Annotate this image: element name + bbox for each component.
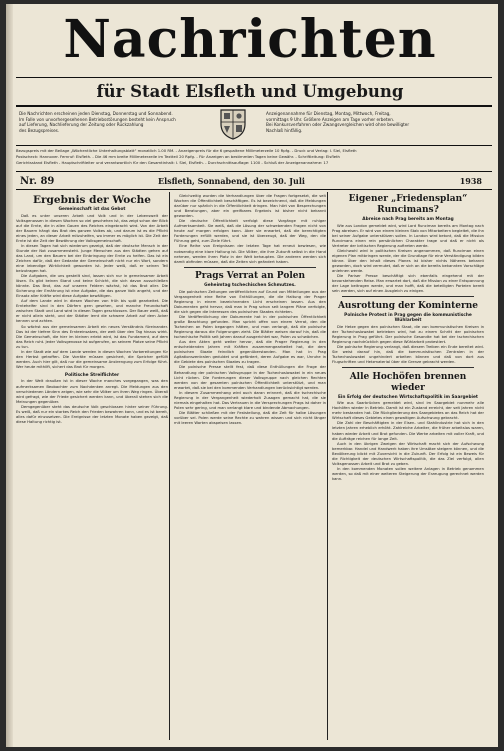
paragraph: Die Pariser Presse beschäftigt sich ebenfalls eingehend mit der bevorstehenden Reise. Man erwartet dort, daß die Mission zu einer Entspannung der Lage beitragen werde, und man hofft, daß die beteiligten Parteien bereit sein werden, sich auf einen Ausgleich zu einigen.	[332, 273, 484, 294]
article-body	[174, 194, 326, 265]
article-body	[332, 224, 484, 295]
paragraph: Die Hetze gegen den polnischen Staat, die von kommunistischen Kreisen in der Tschechoslowakei betrieben wird, hat zu einem Schritt der polnischen Regierung in Prag geführt. Der polnische Gesandte hat bei der tschechischen Regierung nachdrücklich gegen diese Wühlarbeit protestiert.	[332, 324, 484, 344]
paragraph: In den kommenden Monaten sollen weitere Anlagen in Betrieb genommen werden, so daß mit einer weiteren Steigerung der Erzeugung gerechnet werden kann.	[332, 466, 484, 481]
place-date: Elsfleth, Sonnabend, den 30. Juli	[158, 176, 305, 186]
info-line: des Bezugspreises.	[19, 127, 60, 133]
publication-info-right	[266, 111, 409, 133]
paragraph: Gleichwohl wird in politischen Kreisen angenommen, daß Runciman einen eigenen Plan mitbringen werde, der die Grundlage für eine Verständigung bilden könne. Über den Inhalt dieses Planes ist bisher nichts Näheres bekannt geworden, doch wird vermutet, daß er sich an die bereits bekannten Vorschläge anlehnen werde.	[332, 248, 484, 273]
info-line: vormittags 9 Uhr. Größere Anzeigen am Tage vorher erbeten.	[266, 116, 395, 122]
info-line: auf Lieferung, Nachlieferung der Zeitung oder Rückzahlung	[19, 122, 144, 128]
article-subheading: Ein Erfolg der deutschen Wirtschaftspolitik im Saargebiet	[338, 394, 478, 400]
paragraph: Aus den Akten geht weiter hervor, daß die Prager Regierung in den entscheidenden Jahren mit Kräften zusammengearbeitet hat, die dem polnischen Staate feindlich gegenüberstanden. Man hat in Prag Agitationszentralen geduldet und gefördert, deren Aufgabe es war, Unruhe in die Gebiete des polnischen Staates zu tragen.	[174, 340, 326, 365]
article-separator	[342, 296, 474, 297]
paragraph: In der Stadt wie auf dem Lande werden in diesen Wochen Vorbereitungen für den Herbst getroffen. Die Vorräte müssen gesichert, die Speicher gefüllt werden. Auch hier gilt, daß nur die gemeinsame Anstrengung zum Erfolge führt. Wer heute mithilft, sichert das Brot für morgen.	[16, 349, 168, 369]
article-subheading: Polnische Protest in Prag gegen die kommunistische Wühlarbeit	[344, 312, 472, 324]
column-1	[16, 194, 168, 739]
article-heading: Alle Hochöfen brennen wieder	[349, 371, 467, 393]
paragraph: Die polnischen Zeitungen veröffentlichen auf Grund von Mitteilungen aus der Vergangenheit eine Reihe von Enthüllungen, die die Haltung der Prager Regierung in einem bezeichnenden Licht erscheinen lassen. Aus den Dokumenten geht hervor, daß man in Prag schon seit langem Pläne verfolgte, die sich gegen die Interessen des polnischen Staates richteten.	[174, 289, 326, 314]
coat-of-arms-icon	[219, 108, 247, 140]
masthead-rule	[16, 77, 492, 78]
article-body	[332, 325, 484, 365]
paragraph: Die Blätter schließen mit der Feststellung, daß die Zeit für halbe Lösungen vorüber sei. Polen werde seine Rechte zu wahren wissen und sich nicht länger mit leeren Worten abspeisen lassen.	[174, 410, 326, 425]
paragraph: Auf dem Lande wird in diesen Wochen von früh bis spät gearbeitet. Die Erntehelfer sind in den Dörfern gern gesehen, und manche Freundschaft zwischen Stadt und Land wird in diesen Tagen geschlossen. Der Bauer weiß, daß er nicht allein steht, und der Städter lernt die schwere Arbeit auf dem Acker kennen und achten.	[16, 299, 168, 324]
paragraph: Wie aus Saarbrücken gemeldet wird, sind im Saargebiet nunmehr alle Hochöfen wieder in Betrieb. Damit ist ein Zustand erreicht, der seit Jahren nicht mehr bestanden hat. Die Rückgliederung des Saargebietes an das Reich hat der Wirtschaft dieses Gebietes einen gewaltigen Aufschwung gebracht.	[332, 401, 484, 421]
article-subheading: Gemeinschaft ist das Gebot	[58, 207, 126, 212]
column-divider	[169, 192, 170, 740]
year: 1938	[459, 176, 482, 186]
info-rule	[16, 145, 492, 146]
fineprint-line: Gerichtsstand Elsfleth - Hauptschriftleiter und verantwortlich für den Gesamtinhalt: I. Siel, Elsfleth. - Durchschnittsauflage: 1100 - Schluß der Anzeigenannahme: 17	[16, 160, 329, 165]
section-heading: Politische Streiflichter	[64, 372, 120, 378]
fineprint-line: Postscheck: Hannover. Fernruf: Elsfleth. - Die 46 mm breite Millimeterzeile im Textteil 20 Rpfg. - Für Anzeigen an bestimmten Tagen keine Gewähr. - Schriftleitung: Elsfleth	[16, 154, 340, 159]
paragraph: In diesem Zusammenhang wird auch daran erinnert, daß die tschechische Regierung in der Vergangenheit wiederholt Zusagen gemacht hat, die sie niemals eingehalten hat. Das Vertrauen in die Versprechungen Prags ist daher in Polen sehr gering, und man verlangt klare und bindende Abmachungen.	[174, 390, 326, 410]
masthead-title: Nachrichten	[63, 9, 437, 70]
info-line: Anzeigenannahme für Dienstag, Montag, Mittwoch, Freitag,	[266, 111, 391, 116]
paragraph: Die Veröffentlichung der Dokumente hat in der polnischen Öffentlichkeit große Beachtung gefunden. Man spricht offen von einem Verrat, den die Tschechen an Polen begangen hätten, und man verlangt, daß die polnische Regierung daraus die Folgerungen zieht. Die Blätter weisen darauf hin, daß die tschechische Politik seit Jahren darauf ausgerichtet war, Polen zu schwächen.	[174, 314, 326, 340]
paragraph: Eine Reihe von Ereignissen der letzten Tage hat erneut bewiesen, wie notwendig eine klare Haltung ist. Die Völker, die ihre Zukunft selbst in die Hand nehmen, werden ihren Platz in der Welt behaupten. Die anderen werden sich damit abfinden müssen, daß die Zeiten sich geändert haben.	[174, 244, 326, 264]
paragraph: Die Aufgaben, die uns gestellt sind, lassen sich nur in gemeinsamer Arbeit lösen. Es gibt keinen Stand und keine Schicht, die sich davon ausschließen könnte. Das Brot, das auf unseren Feldern wächst, ist das Brot aller. Die Sicherung der Ernährung ist eine Aufgabe, die das ganze Volk angeht, und der Einsatz aller Kräfte wird diese Aufgabe bewältigen.	[16, 274, 168, 299]
fineprint-line: Bezugspreis mit der Beilage „Wöchentliche Unterhaltungsblatt“ monatlich 1.00 RM. - Anzeigenpreis für die 6 gespaltene Millimeterzeile 10 Rpfg. - Druck und Verlag: I. Siel, Elsfleth	[16, 148, 357, 153]
paragraph: So wächst aus der gemeinsamen Arbeit ein neues Verständnis füreinander. Das ist der tiefere Sinn des Ernteeinsatzes, der weit über den Tag hinaus wirkt. Die Gemeinschaft, die hier im kleinen erlebt wird, ist das Fundament, auf dem das Reich ruht. Jeder Volksgenosse ist aufgerufen, an seinem Platze seine Pflicht zu tun.	[16, 324, 168, 349]
column-3	[332, 194, 484, 739]
paragraph: Demgegenüber steht das deutsche Volk geschlossen hinter seiner Führung. Es weiß, daß nur ein starkes Reich den Frieden bewahren kann, und es ist bereit, alles dafür einzusetzen. Die Ereignisse der letzten Monate haben gezeigt, daß diese Haltung richtig ist.	[16, 404, 168, 424]
info-line: Nachlaß hinfällig.	[266, 127, 303, 133]
paragraph: In der Welt draußen ist in dieser Woche manches vorgegangen, was den aufmerksamen Beobachter zum Nachdenken anregt. Die Meldungen aus den verschiedenen Ländern zeigen, wie sehr die Völker um ihren Weg ringen. Überall wird gefragt, wie der Friede gesichert werden kann, und überall stehen sich die Meinungen gegenüber.	[16, 379, 168, 404]
paragraph: Die polnische Presse stellt fest, daß diese Enthüllungen die Frage der Behandlung der polnischen Volksgruppe in der Tschechoslowakei in ein neues Licht rücken. Die Forderungen dieser Volksgruppe nach gleichen Rechten werden von der gesamten polnischen Öffentlichkeit unterstützt, und man erwartet, daß sie bei den kommenden Verhandlungen berücksichtigt werden.	[174, 365, 326, 390]
newspaper-page	[6, 4, 498, 747]
article-subheading: Abreise nach Prag bereits am Montag	[362, 217, 454, 222]
article-body	[332, 401, 484, 482]
info-line: Im Falle von unvorhergesehenen Betriebsstörungen besteht kein Anspruch	[19, 116, 176, 122]
paragraph: Die Zahl der Beschäftigten in der Eisen- und Stahlindustrie hat sich in den letzten Jahren erheblich erhöht. Zahlreiche Arbeiter, die früher arbeitslos waren, haben wieder Arbeit und Brot gefunden. Die Werke arbeiten mit voller Kraft, und die Aufträge reichen für lange Zeit.	[332, 421, 484, 441]
dateline-bottom-rule	[16, 189, 492, 190]
article-heading: Eigener „Friedensplan“ Runcimans?	[348, 194, 468, 215]
paragraph: Gleichzeitig wurden die Verhandlungen über die Fragen fortgesetzt, die seit Wochen die Öffentlichkeit beschäftigen. Es ist bezeichnend, daß die Meldungen darüber nur spärlich in die Öffentlichkeit dringen. Man hört von Besprechungen und Beratungen, aber ein greifbares Ergebnis ist bisher nicht bekannt geworden.	[174, 194, 326, 219]
article-separator	[184, 267, 316, 268]
article-separator	[342, 367, 474, 368]
masthead-subtitle: für Stadt Elsfleth und Umgebung	[96, 82, 404, 101]
dateline-top-rule	[16, 171, 492, 172]
info-line: Bei Konkursverfahren oder Zwangsvergleichen wird ohne bewilligter	[266, 122, 410, 128]
article-heading: Ausrottung der Kominterne	[337, 300, 479, 311]
paragraph: In diesen Tagen hat sich wiederum gezeigt, daß der deutsche Mensch in der Stunde der Not zusammensteht. Junge Menschen aus den Städten gehen auf das Land, um den Bauern bei der Einbringung der Ernte zu helfen. Das ist ein Zeichen dafür, daß der Gedanke der Gemeinschaft nicht nur ein Wort, sondern eine lebendige Wirklichkeit geworden ist. Jeder weiß, daß er seinen Teil beizutragen hat.	[16, 243, 168, 274]
article-body	[16, 214, 168, 370]
info-line: Die Nachrichten erscheinen jeden Dienstag, Donnerstag und Sonnabend.	[19, 111, 173, 116]
publication-info-left	[19, 111, 176, 133]
page-binding-edge	[6, 4, 13, 747]
article-subheading: Geheimtag tschechischen Schmutzes.	[204, 283, 296, 289]
paragraph: Daß es unter unseren Arbeit und Volk und in der Lebenswelt der Volksgenossen in diesen Wochen so viel geschehen ist, das zeigt schon der Blick auf die Ernte, die in allen Gauen des Reiches eingebracht wird. Von der Arbeit der Bauern hängt das Brot des ganzen Volkes ab, und darum ist es die Pflicht eines jeden, an dieser Arbeit mitzuhelfen, wo immer es möglich ist. Die Zeit der Ernte ist die Zeit der Bewährung der Volksgemeinschaft.	[16, 213, 168, 243]
column-2	[174, 194, 326, 739]
paragraph: Die deutsche Öffentlichkeit verfolgt diese Vorgänge mit ruhiger Aufmerksamkeit. Sie weiß, daß die Lösung der schwebenden Fragen nicht von heute auf morgen erfolgen kann. Aber sie erwartet, daß die berechtigten Forderungen erfüllt werden, und sie ist überzeugt, daß der Weg, den die Führung geht, zum Ziele führt.	[174, 219, 326, 244]
paragraph: Wie aus London gemeldet wird, wird Lord Runciman bereits am Montag nach Prag abreisen. Er wird von einem kleinen Stab von Mitarbeitern begleitet, die ihn bei seiner Aufgabe unterstützen sollen. In London wird betont, daß die Mission Runcimans einen rein persönlichen Charakter trage und daß er nicht als Vertreter der britischen Regierung auftreten werde.	[332, 223, 484, 248]
article-body	[174, 290, 326, 426]
column-divider	[327, 192, 328, 740]
article-body	[16, 379, 168, 424]
paragraph: Die polnische Regierung verlangt, daß diesem Treiben ein Ende bereitet wird. Sie weist darauf hin, daß die kommunistischen Zentralen in der Tschechoslowakei ungehindert arbeiten können und daß von dort aus Flugschriften und Hetzmaterial über die Grenze gebracht werden.	[332, 344, 484, 365]
paragraph: Auch in den übrigen Zweigen der Wirtschaft macht sich der Aufschwung bemerkbar. Handel und Handwerk haben ihre Umsätze steigern können, und die Bevölkerung blickt mit Zuversicht in die Zukunft. Der Erfolg ist ein Beweis für die Richtigkeit der deutschen Wirtschaftspolitik, die das Ziel verfolgt, allen Volksgenossen Arbeit und Brot zu geben.	[332, 441, 484, 466]
dateline	[16, 175, 492, 188]
issue-number: Nr. 89	[20, 176, 55, 187]
subtitle-rule	[16, 105, 492, 107]
article-heading: Prags Verrat an Polen	[194, 271, 306, 282]
article-heading: Ergebnis der Woche	[33, 194, 151, 206]
